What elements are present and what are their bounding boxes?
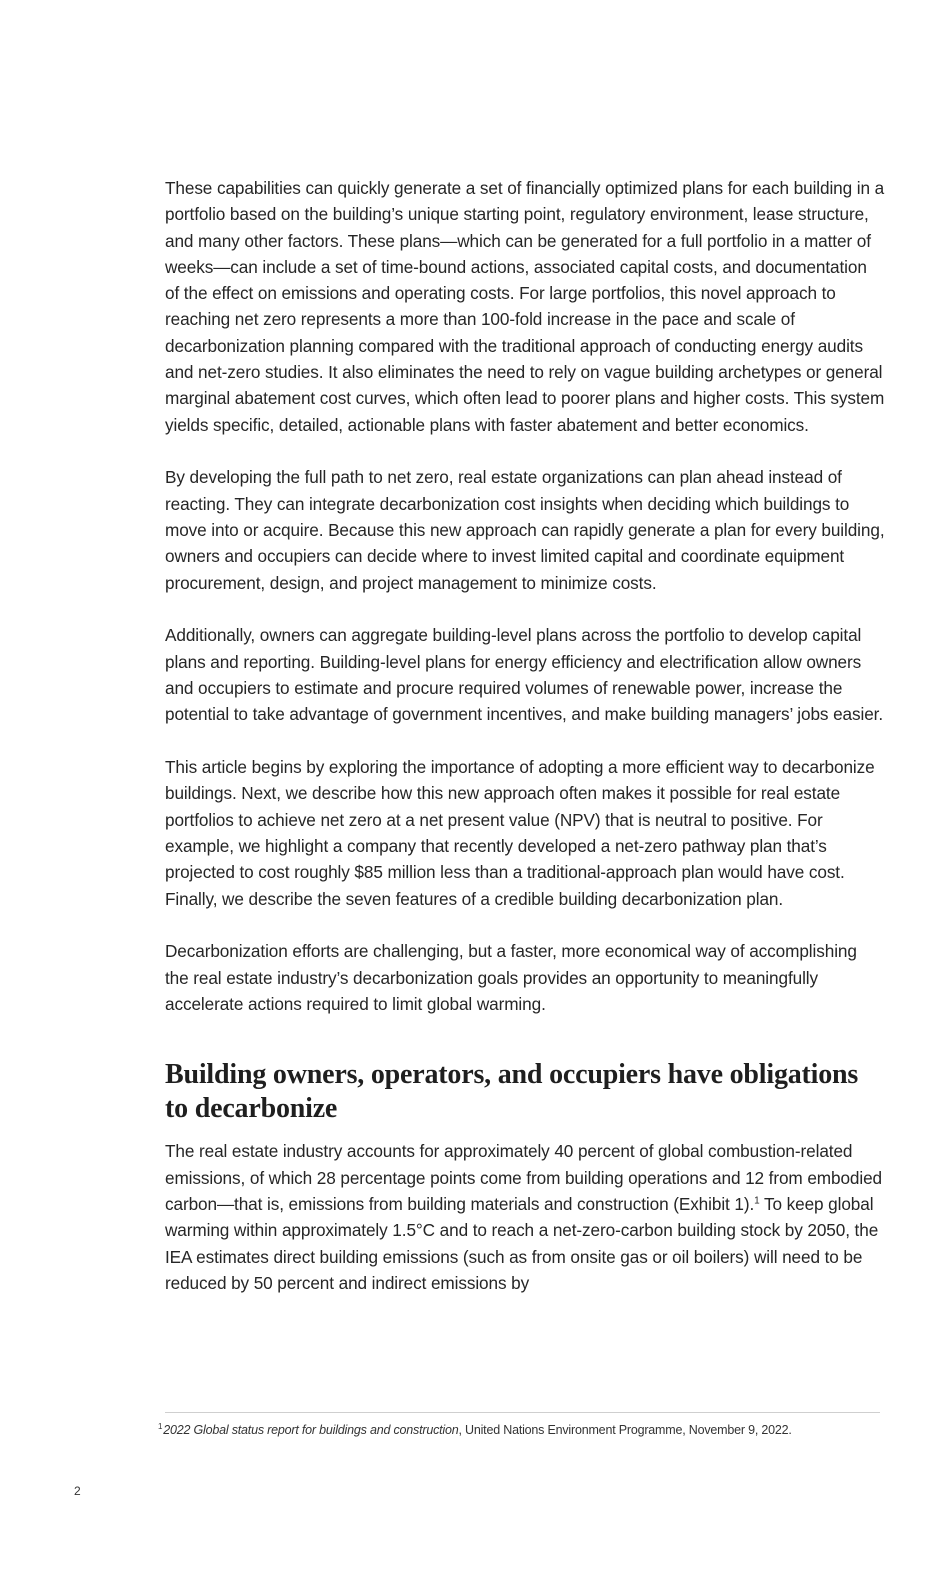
section-paragraph [165, 1138, 885, 1296]
body-paragraph-4: This article begins by exploring the importance of adopting a more efficient way to decarbonize buildings. Next, we describe how this new approach often makes it possible for real estate portfolios to achieve net zero at a net present value (NPV) that is neutral to positive. For example, we highlight a company that recently developed a net-zero pathway plan that’s projected to cost roughly $85 million less than a traditional-approach plan would have cost. Finally, we describe the seven features of a credible building decarbonization plan. [165, 757, 875, 909]
page-number: 2 [74, 1484, 81, 1498]
body-paragraph-1: These capabilities can quickly generate a set of financially optimized plans for each building in a portfolio based on the building’s unique starting point, regulatory environment, lease structure, and many other factors. These plans—which can be generated for a full portfolio in a matter of weeks—can include a set of time-bound actions, associated capital costs, and documentation of the effect on emissions and operating costs. For large portfolios, this novel approach to reaching net zero represents a more than 100-fold increase in the pace and scale of decarbonization planning compared with the traditional approach of conducting energy audits and net-zero studies. It also eliminates the need to rely on vague building archetypes or general marginal abatement cost curves, which often lead to poorer plans and higher costs. This system yields specific, detailed, actionable plans with faster abatement and better economics. [165, 178, 885, 435]
footnote [158, 1421, 888, 1439]
body-paragraph-2: By developing the full path to net zero, real estate organizations can plan ahead instead of reacting. They can integrate decarbonization cost insights when deciding which buildings to move into or acquire. Because this new approach can rapidly generate a plan for every building, owners and occupiers can decide where to invest limited capital and coordinate equipment procurement, design, and project management to minimize costs. [165, 467, 885, 593]
footnote-mark: 1 [158, 1421, 163, 1431]
section-paragraph-text-2: To keep global warming within approximately 1.5°C and to reach a net-zero-carbon building stock by 2050, the IEA estimates direct building emissions (such as from onsite gas or oil boilers) will need to be reduced by 50 percent and indirect emissions by [165, 1193, 879, 1293]
footnote-reference[interactable]: 1 [754, 1195, 760, 1207]
footnote-source-details: , United Nations Environment Programme, November 9, 2022. [458, 1423, 792, 1437]
section-heading: Building owners, operators, and occupiers have obligations to decarbonize [165, 1059, 859, 1125]
section-paragraph-text-1: The real estate industry accounts for approximately 40 percent of global combustion-related emissions, of which 28 percentage points come from building operations and 12 from embodied carbon—that is, emissions from building materials and construction (Exhibit 1). [165, 1141, 883, 1214]
footnote-source-title: 2022 Global status report for buildings and construction [163, 1423, 459, 1437]
body-paragraph-3: Additionally, owners can aggregate building-level plans across the portfolio to develop capital plans and reporting. Building-level plans for energy efficiency and electrification allow owners and occupiers to estimate and procure required volumes of renewable power, increase the potential to take advantage of government incentives, and make building managers’ jobs easier. [165, 625, 884, 725]
footnote-divider [165, 1412, 880, 1413]
body-paragraph-5: Decarbonization efforts are challenging, but a faster, more economical way of accomplishing the real estate industry’s decarbonization goals provides an opportunity to meaningfully accelerate actions required to limit global warming. [165, 941, 857, 1015]
article-body [165, 175, 885, 1296]
